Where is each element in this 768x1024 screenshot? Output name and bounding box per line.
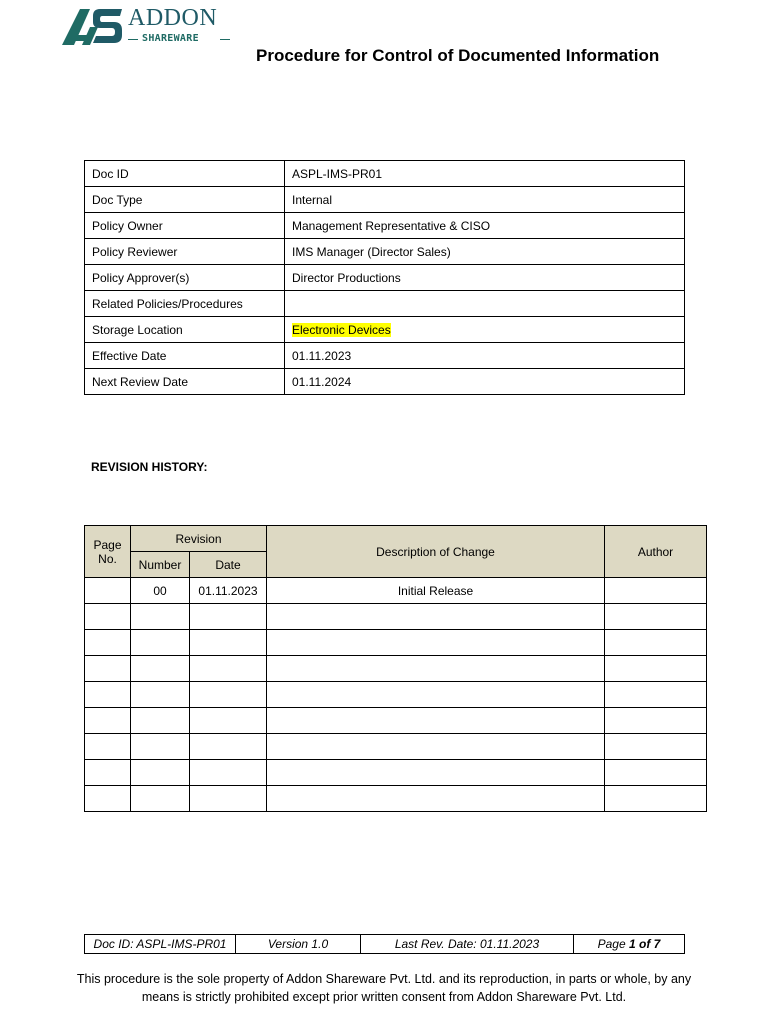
doc-info-value xyxy=(285,161,685,187)
revision-cell-date xyxy=(190,760,267,786)
footer-info-table xyxy=(84,934,685,954)
footer-doc-id: Doc ID: ASPL-IMS-PR01 xyxy=(85,935,236,954)
revision-cell-date: 01.11.2023 xyxy=(190,578,267,604)
revision-row xyxy=(85,604,707,630)
revision-cell-number xyxy=(131,734,190,760)
revision-cell-date xyxy=(190,656,267,682)
doc-info-label: Related Policies/Procedures xyxy=(85,291,285,317)
doc-info-value xyxy=(285,239,685,265)
revision-cell-date xyxy=(190,630,267,656)
footer-page-current: 1 xyxy=(628,937,636,951)
revision-cell-author xyxy=(605,734,707,760)
revision-cell-page-no xyxy=(85,734,131,760)
revision-cell-number xyxy=(131,656,190,682)
revision-cell-page-no xyxy=(85,656,131,682)
revision-row xyxy=(85,708,707,734)
revision-cell-author xyxy=(605,630,707,656)
col-description: Description of Change xyxy=(267,526,605,578)
doc-info-label: Policy Owner xyxy=(85,213,285,239)
doc-info-value-text: Internal xyxy=(292,192,333,207)
document-title: Procedure for Control of Documented Information xyxy=(256,46,660,65)
revision-cell-author xyxy=(605,708,707,734)
footer-disclaimer: This procedure is the sole property of Addon Shareware Pvt. Ltd. and its reproduction, in parts or whole, by any means is strictly prohibited except prior written consent from Addon Shareware Pvt. Ltd. xyxy=(76,972,692,1004)
doc-info-label: Policy Reviewer xyxy=(85,239,285,265)
doc-info-row xyxy=(85,265,685,291)
doc-info-value-text: 01.11.2024 xyxy=(292,374,352,389)
col-date: Date xyxy=(190,552,267,578)
doc-info-value-text: Director Productions xyxy=(292,270,401,285)
col-author: Author xyxy=(605,526,707,578)
revision-row xyxy=(85,682,707,708)
doc-info-value-text: IMS Manager (Director Sales) xyxy=(292,244,451,259)
doc-info-value-text: Management Representative & CISO xyxy=(292,218,491,233)
logo-name: ADDON xyxy=(128,5,218,31)
revision-cell-number xyxy=(131,682,190,708)
footer-version: Version 1.0 xyxy=(236,935,361,954)
revision-cell-date xyxy=(190,708,267,734)
doc-info-value xyxy=(285,317,685,343)
footer-last-rev: Last Rev. Date: 01.11.2023 xyxy=(361,935,574,954)
doc-info-label: Doc ID xyxy=(85,161,285,187)
doc-info-value-text: Electronic Devices xyxy=(292,322,391,337)
revision-cell-description xyxy=(267,708,605,734)
doc-info-value xyxy=(285,369,685,395)
doc-info-label: Doc Type xyxy=(85,187,285,213)
revision-row xyxy=(85,630,707,656)
doc-info-value xyxy=(285,265,685,291)
revision-row xyxy=(85,578,707,604)
doc-info-label: Next Review Date xyxy=(85,369,285,395)
revision-cell-description: Initial Release xyxy=(267,578,605,604)
doc-info-row xyxy=(85,317,685,343)
doc-info-value xyxy=(285,187,685,213)
revision-cell-number xyxy=(131,760,190,786)
revision-cell-date xyxy=(190,682,267,708)
revision-row xyxy=(85,656,707,682)
logo-tagline xyxy=(128,32,230,46)
doc-info-value-text: 01.11.2023 xyxy=(292,348,352,363)
document-info-table xyxy=(84,160,685,395)
revision-cell-number xyxy=(131,786,190,812)
revision-cell-date xyxy=(190,734,267,760)
doc-info-value-text: ASPL-IMS-PR01 xyxy=(292,166,383,181)
col-page-no: Page No. xyxy=(85,526,131,578)
doc-info-label: Effective Date xyxy=(85,343,285,369)
revision-cell-number xyxy=(131,708,190,734)
doc-info-row xyxy=(85,291,685,317)
revision-cell-author xyxy=(605,656,707,682)
revision-cell-author xyxy=(605,786,707,812)
logo-rule-left xyxy=(128,39,138,40)
revision-cell-page-no xyxy=(85,786,131,812)
doc-info-row xyxy=(85,213,685,239)
revision-cell-date xyxy=(190,604,267,630)
revision-cell-page-no xyxy=(85,630,131,656)
revision-cell-number xyxy=(131,604,190,630)
revision-history-table xyxy=(84,525,707,812)
col-revision: Revision xyxy=(131,526,267,552)
col-number: Number xyxy=(131,552,190,578)
revision-cell-description xyxy=(267,734,605,760)
revision-cell-description xyxy=(267,656,605,682)
revision-cell-author xyxy=(605,760,707,786)
logo-rule-right xyxy=(220,39,230,40)
revision-cell-page-no xyxy=(85,682,131,708)
footer-page-total: 7 xyxy=(653,937,661,951)
doc-info-value xyxy=(285,291,685,317)
revision-cell-number: 00 xyxy=(131,578,190,604)
revision-cell-author xyxy=(605,604,707,630)
logo-mark-icon xyxy=(60,5,124,47)
revision-cell-page-no xyxy=(85,708,131,734)
doc-info-row xyxy=(85,187,685,213)
doc-info-row xyxy=(85,161,685,187)
revision-row xyxy=(85,760,707,786)
logo-sub-text: SHAREWARE xyxy=(142,33,199,44)
revision-cell-description xyxy=(267,760,605,786)
revision-cell-description xyxy=(267,682,605,708)
revision-cell-date xyxy=(190,786,267,812)
revision-cell-page-no xyxy=(85,578,131,604)
footer-page-prefix: Page xyxy=(597,937,629,951)
company-logo xyxy=(60,5,235,47)
revision-cell-author xyxy=(605,578,707,604)
revision-cell-page-no xyxy=(85,760,131,786)
doc-info-value xyxy=(285,343,685,369)
revision-row xyxy=(85,786,707,812)
doc-info-label: Storage Location xyxy=(85,317,285,343)
doc-info-value xyxy=(285,213,685,239)
doc-info-row xyxy=(85,239,685,265)
footer-page-of: of xyxy=(635,937,654,951)
revision-row xyxy=(85,734,707,760)
doc-info-row xyxy=(85,343,685,369)
revision-history-heading: REVISION HISTORY: xyxy=(91,460,208,474)
revision-cell-page-no xyxy=(85,604,131,630)
revision-cell-number xyxy=(131,630,190,656)
doc-info-label: Policy Approver(s) xyxy=(85,265,285,291)
footer-page-number xyxy=(574,935,685,954)
revision-cell-description xyxy=(267,630,605,656)
doc-info-row xyxy=(85,369,685,395)
revision-cell-author xyxy=(605,682,707,708)
revision-cell-description xyxy=(267,604,605,630)
revision-cell-description xyxy=(267,786,605,812)
